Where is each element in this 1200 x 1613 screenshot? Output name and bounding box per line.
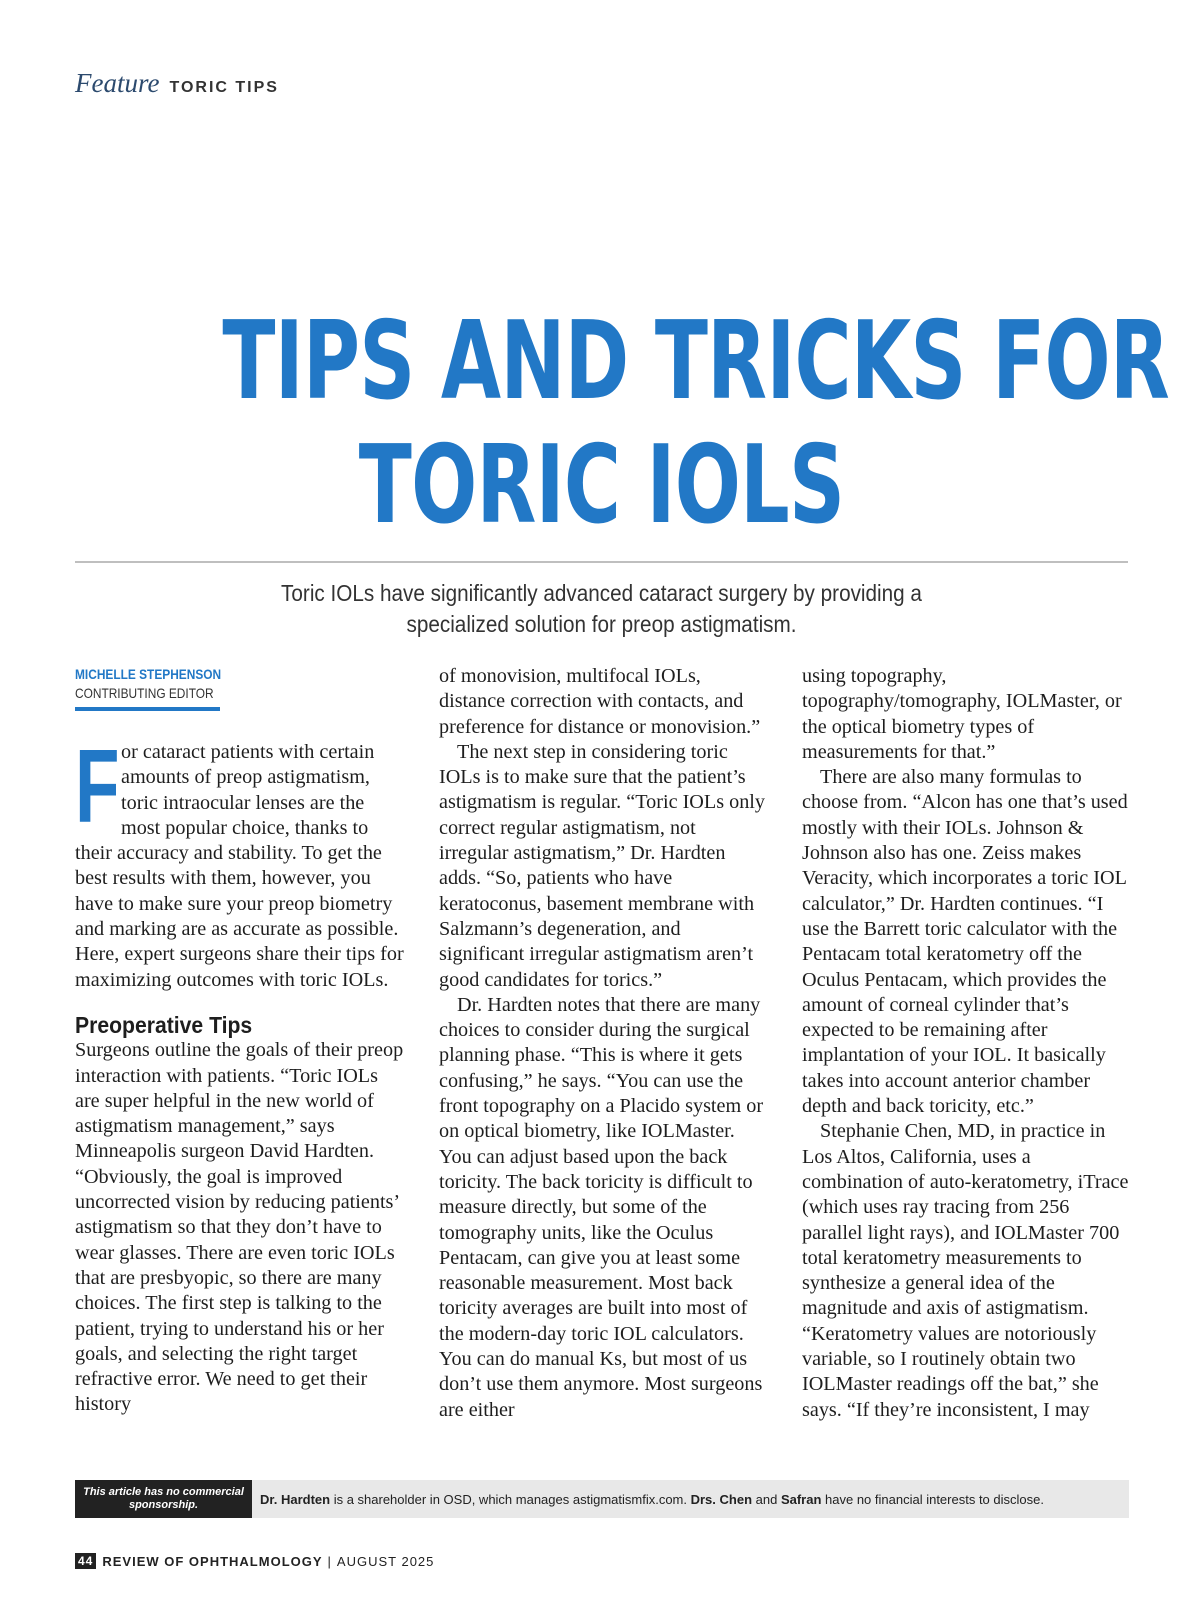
disclosure-name: Dr. Hardten — [260, 1491, 331, 1507]
feature-label: Feature — [75, 68, 160, 98]
paragraph: using topography, topography/tomography, IOLMaster, or the optical biometry types of measurements for that.” — [802, 665, 1122, 763]
article-title — [222, 299, 1170, 548]
column-3 — [802, 664, 1132, 1423]
disclosure-name: Drs. Chen — [690, 1491, 753, 1507]
disclosure-name: Safran — [780, 1491, 822, 1507]
section-label: TORIC TIPS — [169, 79, 279, 96]
column-2 — [439, 664, 769, 1423]
article-deck: Toric IOLs have significantly advanced cataract surgery by providing a specialized solution for preop astigmatism. — [281, 580, 922, 637]
paragraph: Dr. Hardten notes that there are many choices to consider during the surgical planning phase. “This is where it gets confusing,” he says. “You can use the front topography on a Placido system or on optical biometry, like IOLMaster. You can adjust based upon the back toricity. The back toricity is difficult to measure directly, but some of the tomography units, like the Oculus Pentacam, can give you at least some reasonable measurement. Most back toricity averages are built into most of the modern-day toric IOL calculators. You can do manual Ks, but most of us don’t use them anymore. Most surgeons are either — [439, 993, 764, 1421]
paragraph: The next step in considering toric IOLs is to make sure that the patient’s astigmatism is regular. “Toric IOLs only correct regular astigmatism, not irregular astigmatism,” Dr. Hardten adds. “So, patients who have keratoconus, basement membrane with Salzmann’s degeneration, and significant irregular astigmatism aren’t good candidates for torics.” — [439, 740, 766, 991]
author-role: CONTRIBUTING EDITOR — [75, 685, 214, 701]
intro-text: or cataract patients with certain amounts of preop astigmatism, toric intraocular lenses are the most popular choice, thanks to their accuracy and stability. To get the best results with them, however, you have to make sure your preop biometry and marking are as accurate as possible. Here, expert surgeons share their tips for maximizing outcomes with toric IOLs. — [75, 741, 404, 991]
disclosure-fragment: and — [752, 1491, 781, 1507]
paragraph: There are also many formulas to choose from. “Alcon has one that’s used mostly with their IOLs. Johnson & Johnson also has one. Zeiss makes Veracity, which incorporates a toric IOL calculator,” Dr. Hardten continues. “I use the Barrett toric calculator with the Pentacam total keratometry off the Oculus Pentacam, which provides the amount of corneal cylinder that’s expected to be remaining after implantation of your IOL. It basically takes into account anterior chamber depth and back toricity, etc.” — [802, 766, 1128, 1118]
disclosure-text — [260, 1492, 1044, 1507]
byline-rule — [75, 707, 220, 711]
byline — [75, 666, 220, 711]
paragraph: Stephanie Chen, MD, in practice in Los Altos, California, uses a combination of auto-keratometry, iTrace (which uses ray tracing from 256 parallel light rays), and IOLMaster 700 total keratometry measurements to synthesize a general idea of the magnitude and axis of astigmatism. “Keratometry values are notoriously variable, so I routinely obtain two IOLMaster readings off the bat,” she says. “If they’re inconsistent, I may — [802, 1120, 1129, 1421]
disclosure-fragment: have no financial interests to disclose. — [821, 1491, 1044, 1507]
page-footer — [75, 1551, 434, 1571]
column-1 — [75, 729, 405, 1418]
paragraph: of monovision, multifocal IOLs, distance correction with contacts, and preference for distance or monovision.” — [439, 665, 761, 738]
issue-date: AUGUST 2025 — [336, 1553, 435, 1569]
title-line-1: TIPS AND TRICKS FOR — [222, 299, 1170, 424]
subheading: Preoperative Tips — [75, 1011, 253, 1038]
page-number: 44 — [75, 1553, 96, 1569]
footer-separator: | — [327, 1553, 332, 1569]
paragraph: Surgeons outline the goals of their preop interaction with patients. “Toric IOLs are super helpful in the new world of astigmatism management,” says Minneapolis surgeon David Hardten. “Obviously, the goal is improved uncorrected vision by reducing patients’ astigmatism so that they don’t have to wear glasses. There are even toric IOLs that are presbyopic, so there are many choices. The first step is talking to the patient, trying to understand his or her goals, and selecting the right target refractive error. We need to get their history — [75, 1039, 404, 1416]
sponsorship-note: This article has no commercial sponsorship. — [75, 1480, 252, 1518]
title-line-2: TORIC IOLS — [358, 423, 845, 548]
title-divider — [75, 561, 1128, 563]
publication-name: REVIEW OF OPHTHALMOLOGY — [102, 1553, 323, 1569]
disclosure-fragment: is a shareholder in OSD, which manages astigmatismfix.com. — [330, 1491, 691, 1507]
author-name: MICHELLE STEPHENSON — [75, 666, 222, 682]
disclosure-bar — [75, 1480, 1129, 1518]
running-header — [75, 68, 279, 104]
drop-cap: F — [75, 729, 120, 845]
intro-paragraph — [75, 729, 405, 993]
